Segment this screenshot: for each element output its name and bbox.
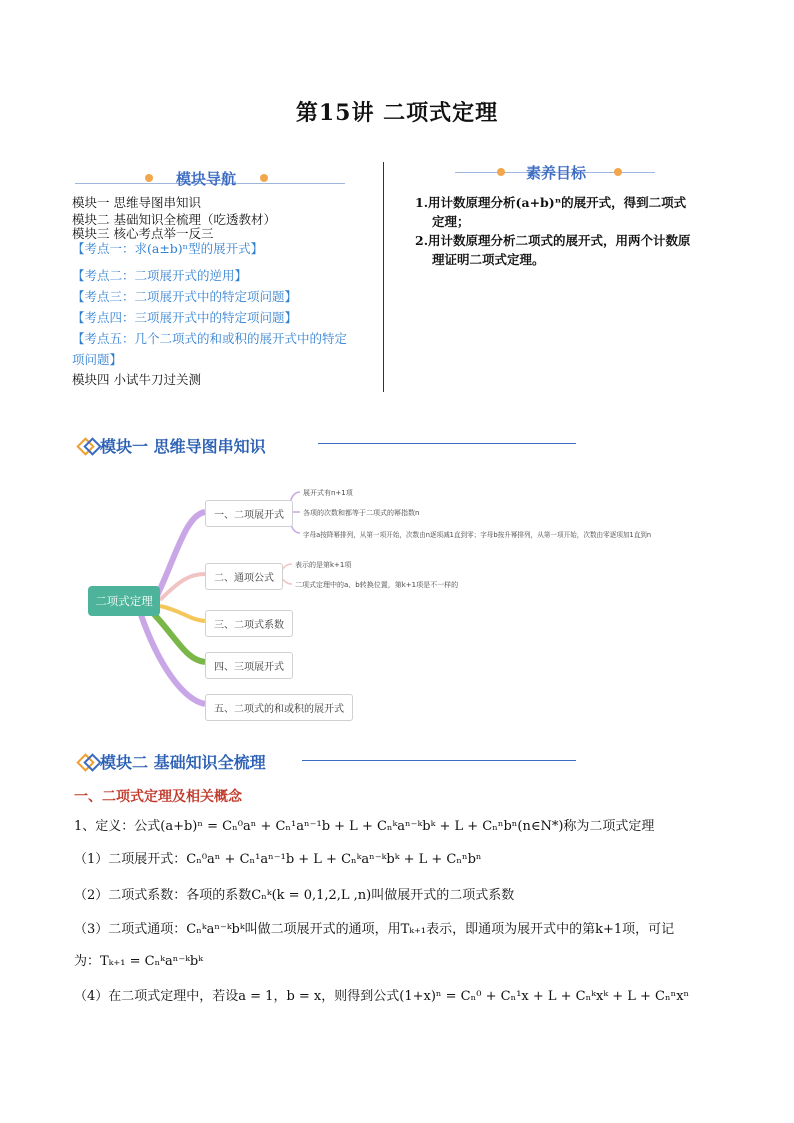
goals-header: 素养目标 [526, 164, 587, 182]
mind-map-branch: 五、二项式的和或积的展开式 [205, 694, 353, 721]
nav-header: 模块导航 [176, 170, 237, 188]
mind-map-leaf: 二项式定理中的a、b转换位置，第k+1项是不一样的 [295, 581, 459, 589]
module2-rule [302, 760, 576, 761]
kaodian-item[interactable]: 【考点三：二项展开式中的特定项问题】 [72, 289, 298, 304]
kaodian-item[interactable]: 【考点五：几个二项式的和或积的展开式中的特定 [72, 331, 348, 346]
page-title: 第15讲 二项式定理 [295, 100, 499, 126]
kaodian-item[interactable]: 【考点二：二项展开式的逆用】 [72, 268, 248, 283]
mind-map-leaf: 展开式有n+1项 [303, 489, 353, 497]
goals-header-dot-right [614, 168, 622, 176]
def-line: （4）在二项式定理中，若设a = 1，b = x，则得到公式(1+x)ⁿ = Cₙ⁰ + Cₙ¹x + L + Cₙᵏxᵏ + L + Cₙⁿxⁿ [74, 989, 690, 1004]
def-line: （2）二项式系数：各项的系数Cₙᵏ(k = 0,1,2,L ,n)叫做展开式的二项式系数 [74, 888, 515, 903]
module1-rule [318, 443, 576, 444]
def-line: 1、定义：公式(a+b)ⁿ = Cₙ⁰aⁿ + Cₙ¹aⁿ⁻¹b + L + Cₙᵏaⁿ⁻ᵏbᵏ + L + Cₙⁿbⁿ(n∈N*)称为二项式定理 [74, 819, 655, 834]
kaodian-item[interactable]: 项问题】 [72, 352, 123, 367]
def-line: （1）二项展开式：Cₙ⁰aⁿ + Cₙ¹aⁿ⁻¹b + L + Cₙᵏaⁿ⁻ᵏbᵏ + L + Cₙⁿbⁿ [74, 852, 482, 867]
column-divider [383, 162, 384, 392]
mind-map-branch: 一、二项展开式 [205, 500, 293, 527]
mm-link-purple [155, 512, 205, 600]
mind-map-branch: 四、三项展开式 [205, 652, 293, 679]
nav-header-dot-left [145, 174, 153, 182]
nav-item[interactable]: 模块二 基础知识全梳理（吃透教材） [72, 212, 276, 227]
nav-item[interactable]: 模块一 思维导图串知识 [72, 195, 201, 210]
mind-map-branch: 三、二项式系数 [205, 610, 293, 637]
nav-list [72, 194, 347, 390]
mind-map-leaf: 各项的次数和都等于二项式的幂指数n [303, 509, 420, 517]
def-line: 为：Tₖ₊₁ = Cₙᵏaⁿ⁻ᵏbᵏ [74, 954, 203, 969]
goal-line: 2.用计数原理分析二项式的展开式，用两个计数原 [415, 233, 691, 248]
mind-map-branch: 二、通项公式 [205, 563, 283, 590]
goals-header-dot-left [497, 168, 505, 176]
mind-map-center: 二项式定理 [88, 586, 160, 616]
module2-title: 模块二 基础知识全梳理 [100, 753, 266, 772]
mind-map-leaf: 字母a按降幂排列，从第一项开始，次数由n逐项减1直到零；字母b按升幂排列，从第一项开始，次数由零逐项加1直到n [303, 531, 652, 539]
nav-header-dot-right [260, 174, 268, 182]
goal-line: 定理； [432, 214, 470, 229]
goal-line: 1.用计数原理分析(a+b)ⁿ的展开式，得到二项式 [415, 195, 687, 210]
kaodian-item[interactable]: 【考点四：三项展开式中的特定项问题】 [72, 310, 298, 325]
def-line: （3）二项式通项：Cₙᵏaⁿ⁻ᵏbᵏ叫做二项展开式的通项，用Tₖ₊₁表示，即通项为展开式中的第k+1项，可记 [74, 922, 675, 937]
nav-item[interactable]: 模块三 核心考点举一反三 [72, 226, 214, 241]
goals-list [415, 193, 691, 269]
mm-link-yellow [160, 606, 205, 621]
subsection-title: 一、二项式定理及相关概念 [74, 789, 242, 805]
kaodian-item[interactable]: 【考点一：求(a±b)ⁿ型的展开式】 [72, 241, 264, 256]
nav-item[interactable]: 模块四 小试牛刀过关测 [72, 372, 201, 387]
mind-map-leaf: 表示的是第k+1项 [295, 561, 352, 569]
goal-line: 理证明二项式定理。 [432, 252, 545, 267]
module1-title: 模块一 思维导图串知识 [100, 437, 266, 456]
